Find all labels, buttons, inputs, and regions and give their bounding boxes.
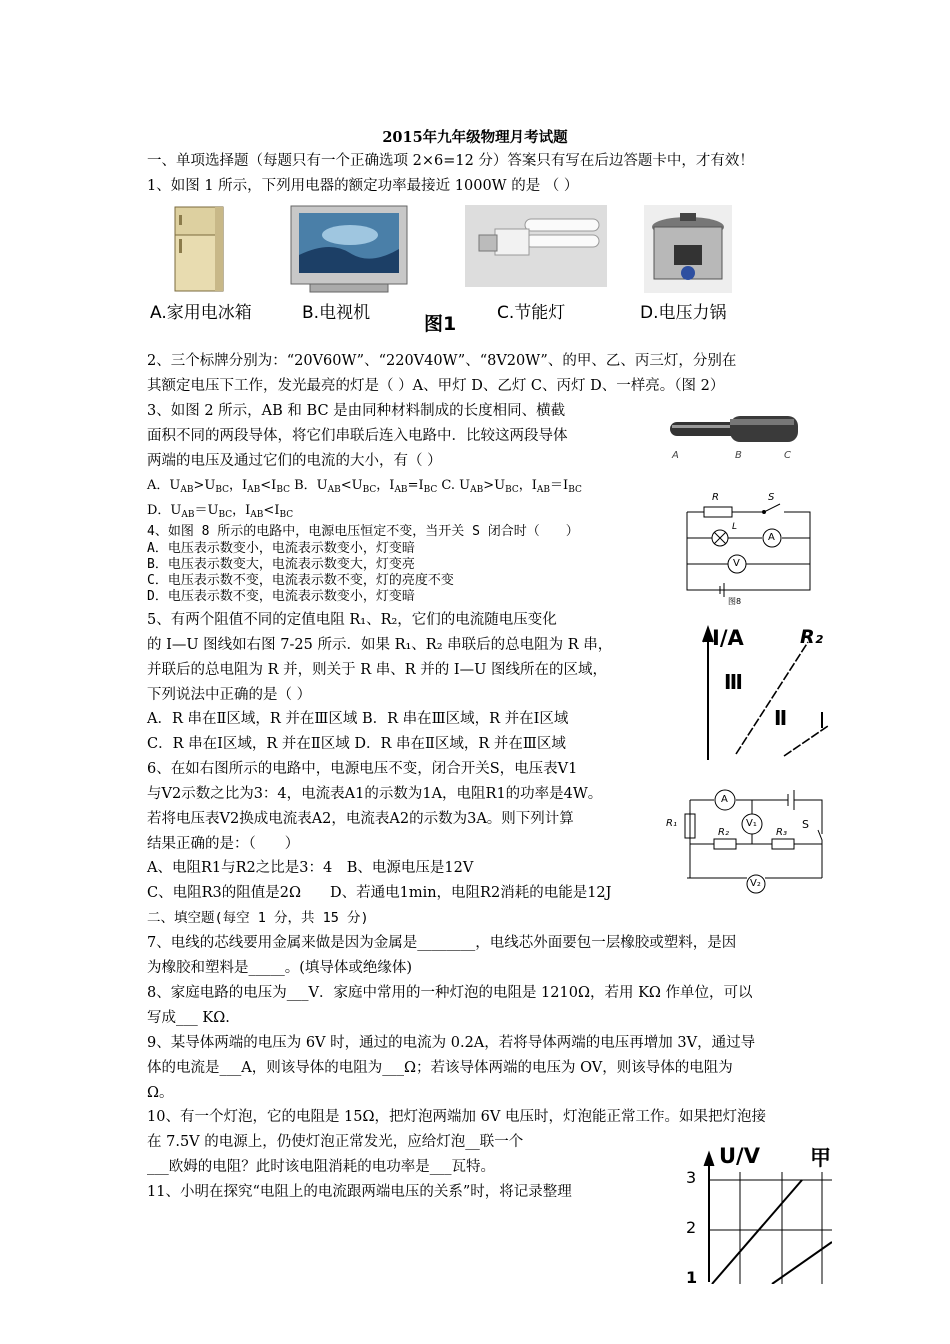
pressure-cooker-image <box>644 205 732 293</box>
question-3-line-2: 面积不同的两段导体，将它们串联后连入电路中．比较这两段导体 <box>147 428 568 444</box>
conductor-figure <box>668 414 803 454</box>
circuit-8-label-r: R <box>712 492 719 503</box>
iu-graph <box>700 622 830 762</box>
circuit-8-voltmeter: V <box>733 558 740 569</box>
conductor-label-a: A <box>672 450 679 461</box>
circuit-8-label-l: L <box>732 522 738 532</box>
q6-voltmeter-v1: V₁ <box>746 818 757 829</box>
question-6-options-cd: C、电阻R3的阻值是2Ω D、若通电1min，电阻R2消耗的电能是12J <box>147 885 612 901</box>
uv-graph <box>682 1142 832 1287</box>
uv-graph-tick-1: 1 <box>686 1268 698 1287</box>
question-6-options-ab: A、电阻R1与R2之比是3：4 B、电源电压是12V <box>147 860 474 876</box>
question-5-line-1: 5、有两个阻值不同的定值电阻 R₁、R₂，它们的电流随电压变化 <box>147 612 557 628</box>
question-9-line-1: 9、某导体两端的电压为 6V 时，通过的电流为 0.2A，若将导体两端的电压再增加 3V，通过导 <box>147 1035 756 1051</box>
question-11-line-1: 11、小明在探究“电阻上的电流跟两端电压的关系”时，将记录整理 <box>147 1184 572 1200</box>
iu-graph-axis-label: I/A <box>712 626 744 650</box>
question-10-line-2: 在 7.5V 的电源上，仍使灯泡正常发光，应给灯泡__联一个 <box>147 1134 524 1150</box>
q6-voltmeter-v2: V₂ <box>750 878 761 889</box>
question-4-option-d: D．电压表示数不变，电流表示数变小，灯变暗 <box>147 589 415 604</box>
question-2-line-1: 2、三个标牌分别为：“20V60W”、“220V40W”、“8V20W”、的甲、乙、丙三灯，分别在 <box>147 353 737 369</box>
iu-graph-region-2: Ⅱ <box>774 706 788 730</box>
caption-cooker: D.电压力锅 <box>640 303 727 323</box>
question-6-line-3: 若将电压表V2换成电流表A2，电流表A2的示数为3A。则下列计算 <box>147 811 574 827</box>
q6-label-r3: R₃ <box>776 827 787 838</box>
circuit-8-caption: 图8 <box>728 597 742 606</box>
conductor-label-b: B <box>735 450 742 461</box>
circuit-8-ammeter: A <box>768 532 775 543</box>
uv-graph-tick-2: 2 <box>686 1218 697 1237</box>
caption-lamp: C.节能灯 <box>497 303 566 323</box>
question-5-line-4: 下列说法中正确的是（ ） <box>147 687 312 703</box>
iu-graph-region-3: Ⅲ <box>724 670 743 694</box>
question-4-option-c: C．电压表示数不变，电流表示数不变，灯的亮度不变 <box>147 573 454 588</box>
question-4-option-b: B．电压表示数变大，电流表示数变大，灯变亮 <box>147 557 415 572</box>
uv-graph-tick-3: 3 <box>686 1168 697 1187</box>
conductor-label-c: C <box>784 450 791 461</box>
q6-label-r1: R₁ <box>666 818 677 829</box>
section-1-heading: 一、单项选择题（每题只有一个正确选项 2×6=12 分）答案只有写在后边答题卡中，才有效！ <box>147 153 754 169</box>
circuit-q6 <box>664 784 829 898</box>
question-6-line-1: 6、在如右图所示的电路中，电源电压不变，闭合开关S，电压表V1 <box>147 761 578 777</box>
page-title: 2015年九年级物理月考试题 <box>382 129 568 146</box>
question-5-options-cd: C．R 串在Ⅰ区域，R 并在Ⅱ区域 D．R 串在Ⅱ区域，R 并在Ⅲ区域 <box>147 736 566 752</box>
question-7-line-2: 为橡胶和塑料是_____。(填导体或绝缘体) <box>147 960 413 976</box>
question-3-option-d: D．$U_{AB}=U_{BC}$，$I_{AB}<I_{BC}$ <box>147 503 294 520</box>
question-2-line-2: 其额定电压下工作，发光最亮的灯是（ ）A、甲灯 D、乙灯 C、丙灯 D、一样亮。（图 2） <box>147 378 725 394</box>
iu-graph-curve-label: R₂ <box>800 626 823 648</box>
figure-1-label: 图1 <box>424 313 457 335</box>
tv-image <box>290 205 408 293</box>
question-3-line-1: 3、如图 2 所示，AB 和 BC 是由同种材料制成的长度相同、横截 <box>147 403 566 419</box>
question-6-line-4: 结果正确的是：（ ） <box>147 836 300 852</box>
caption-tv: B.电视机 <box>302 303 371 323</box>
question-5-line-2: 的 I—U 图线如右图 7-25 所示．如果 R₁、R₂ 串联后的总电阻为 R 串， <box>147 637 613 653</box>
circuit-8-label-s: S <box>768 492 775 503</box>
question-7-line-1: 7、电线的芯线要用金属来做是因为金属是________，电线芯外面要包一层橡胶或塑料，是因 <box>147 935 737 951</box>
question-9-line-3: Ω。 <box>147 1085 174 1101</box>
circuit-figure-8 <box>684 490 814 608</box>
q6-label-r2: R₂ <box>718 827 729 838</box>
uv-graph-axis-label: U/V <box>719 1144 760 1168</box>
question-3-line-3: 两端的电压及通过它们的电流的大小，有（ ） <box>147 453 442 469</box>
question-4-option-a: A．电压表示数变小，电流表示数变小，灯变暗 <box>147 541 415 556</box>
question-1: 1、如图 1 所示，下列用电器的额定功率最接近 1000W 的是 （ ） <box>147 178 579 194</box>
q6-ammeter-a: A <box>721 794 728 805</box>
question-5-line-3: 并联后的总电阻为 R 并，则关于 R 串、R 并的 I—U 图线所在的区域， <box>147 662 607 678</box>
uv-graph-series-label: 甲 <box>810 1146 831 1170</box>
section-2-heading: 二、填空题(每空 1 分，共 15 分) <box>147 910 369 926</box>
energy-saving-lamp-image <box>465 205 607 287</box>
q6-switch-s: S <box>802 818 809 831</box>
question-10-line-1: 10、有一个灯泡，它的电阻是 15Ω，把灯泡两端加 6V 电压时，灯泡能正常工作。如果把灯泡接 <box>147 1109 766 1125</box>
question-8-line-1: 8、家庭电路的电压为___V．家庭中常用的一种灯泡的电阻是 1210Ω，若用 KΩ 作单位，可以 <box>147 985 753 1001</box>
question-6-line-2: 与V2示数之比为3：4，电流表A1的示数为1A，电阻R1的功率是4W。 <box>147 786 603 802</box>
question-3-options-abc: A．$U_{AB}>U_{BC}$，$I_{AB}<I_{BC}$ B．$U_{AB}<U_{BC}$，$I_{AB}=I_{BC}$ C. $U_{AB}>U_{BC}$，$I_{AB}=I_{BC}$ <box>147 478 582 495</box>
question-10-line-3: ___欧姆的电阻？此时该电阻消耗的电功率是___瓦特。 <box>147 1159 495 1175</box>
fridge-image <box>173 205 225 293</box>
question-5-options-ab: A．R 串在Ⅱ区域，R 并在Ⅲ区域 B．R 串在Ⅲ区域，R 并在Ⅰ区域 <box>147 711 569 727</box>
question-8-line-2: 写成___ KΩ. <box>147 1010 230 1026</box>
question-4-stem: 4、如图 8 所示的电路中，电源电压恒定不变，当开关 S 闭合时（ ） <box>147 524 579 539</box>
caption-fridge: A.家用电冰箱 <box>150 303 252 323</box>
question-9-line-2: 体的电流是___A，则该导体的电阻为___Ω；若该导体两端的电压为 OV，则该导体的电阻为 <box>147 1060 733 1076</box>
